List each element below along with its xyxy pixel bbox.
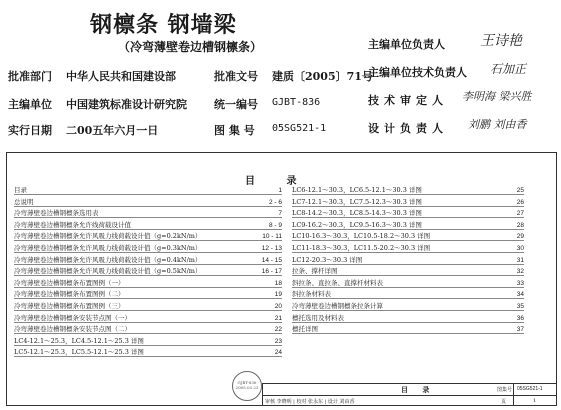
toc-entry-text: LC12-20.3～30.3 详图 [292,255,363,264]
toc-entry-page: 29 [516,233,524,241]
toc-entry-page: 18 [274,279,282,287]
toc-row [292,267,524,276]
toc-entry-text: 冷弯薄壁卷边槽钢檩条选用表 [14,209,99,218]
approval-date-value: 二00五年六月一日 [66,124,159,137]
toc-entry-rule [292,310,524,311]
toc-row [14,348,282,357]
toc-entry-page: 36 [516,314,524,322]
toc-entry-text: LC7-12.1～30.3，LC7.5-12.3～30.3 详图 [292,197,422,206]
toc-entry-page: 14 - 15 [261,256,282,264]
toc-entry-rule [292,333,524,334]
toc-entry-rule [292,229,524,230]
title-block [262,383,556,406]
toc-row [14,290,282,299]
responsible-label-3: 技术审定人 [368,94,448,107]
toc-entry-rule [14,217,282,218]
toc-entry-rule [292,322,524,323]
toc-row [292,186,524,195]
signature-1: 王诗艳 [480,33,522,49]
toc-entry-page: 1 [278,187,282,194]
toc-entry-rule [292,240,524,241]
toc-entry-rule [292,194,524,195]
toc-entry-rule [14,322,282,323]
toc-entry-rule [14,252,282,253]
toc-row [292,232,524,241]
title-block-title: 目 录 [401,385,436,394]
toc-entry-text: 斜拉条材料表 [292,290,331,299]
toc-row [14,256,282,265]
toc-row [14,314,282,323]
toc-row [292,221,524,230]
toc-entry-page: 8 - 9 [268,221,282,229]
title-block-page-label: 页 [501,399,507,405]
title-block-atlas-value: 05SG521-1 [517,386,543,392]
toc-row [14,267,282,276]
toc-entry-page: 25 [516,187,524,194]
toc-entry-text: 总说明 [14,197,34,206]
toc-row [14,221,282,230]
toc-row [14,209,282,218]
toc-entry-page: 30 [516,245,524,252]
toc-entry-rule [14,298,282,299]
signature-4: 刘鹏 刘由香 [468,118,527,131]
toc-entry-text: 檩托详图 [292,325,318,334]
certification-stamp [232,371,262,401]
toc-row [292,314,524,323]
toc-entry-page: 32 [516,268,524,276]
title-block-row: 审核 李晓明 | 校对 张永东 | 设计 刘由香 [265,399,355,405]
toc-entry-page: 16 - 17 [261,268,282,276]
toc-entry-text: LC4-12.1～25.3，LC4.5-12.1～25.3 详图 [14,336,144,345]
toc-row [14,279,282,288]
approval-doc-value: 建质〔2005〕71号 [272,70,373,83]
toc-row [292,279,524,288]
toc-entry-text: 冷弯薄壁卷边槽钢檩条安装节点图（二） [14,325,131,334]
approval-atlas-value: 05SG521-1 [272,123,327,134]
toc-entry-rule [292,275,524,276]
toc-entry-rule [14,194,282,195]
toc-row [14,337,282,346]
toc-entry-page: 27 [516,210,524,218]
toc-entry-page: 2 - 6 [268,198,282,206]
page-subtitle: （冷弯薄壁卷边槽钢檩条） [118,40,263,54]
toc-entry-rule [14,345,282,346]
approval-unit-value: 中国建筑标准设计研究院 [66,98,187,111]
toc-entry-rule [14,356,282,357]
toc-entry-rule [14,333,282,334]
title-block-vline [513,384,514,406]
toc-entry-text: 冷弯薄壁卷边槽钢檩条允许线荷载设计值 [14,220,131,229]
toc-row [292,290,524,299]
toc-entry-text: LC9-16.2～30.3，LC9.5-16.3～30.3 详图 [292,220,422,229]
toc-row [292,302,524,311]
toc-entry-rule [292,298,524,299]
toc-entry-page: 20 [274,303,282,310]
approval-date-label: 实行日期 [8,124,52,137]
toc-entry-page: 26 [516,198,524,206]
approval-atlas-label: 图 集 号 [214,124,255,137]
approval-code-label: 统一编号 [214,98,258,111]
title-block-atlas-label: 图集号 [497,387,513,393]
signature-3: 李明海 梁兴胜 [462,90,532,103]
toc-entry-rule [292,287,524,288]
toc-entry-page: 19 [274,291,282,299]
responsible-label-4: 设计负责人 [368,122,448,135]
toc-row [292,256,524,265]
toc-entry-text: LC8-14.2～30.3，LC8.5-14.3～30.3 详图 [292,209,422,218]
toc-entry-page: 37 [516,326,524,334]
toc-entry-text: LC6-12.1～30.3，LC6.5-12.1～30.3 详图 [292,186,422,194]
toc-entry-text: 冷弯薄壁卷边槽钢檩条允许风吸力线荷载设计值（g=0.5kN/m） [14,267,202,276]
approval-dept-label: 批准部门 [8,70,52,83]
toc-entry-rule [14,287,282,288]
toc-entry-text: 冷弯薄壁卷边槽钢檩条允许风吸力线荷载设计值（g=0.3kN/m） [14,244,202,252]
toc-entry-rule [292,217,524,218]
stamp-text: GJBT-836 2005.03.23 [235,380,259,390]
toc-entry-page: 7 [278,210,282,218]
approval-dept-value: 中华人民共和国建设部 [66,70,176,83]
responsible-label-1: 主编单位负责人 [368,38,445,51]
toc-entry-rule [14,229,282,230]
toc-entry-page: 22 [274,326,282,334]
approval-doc-label: 批准文号 [214,70,258,83]
toc-entry-text: 檩托选用及材料表 [292,313,344,322]
toc-row [14,232,282,241]
approval-unit-label: 主编单位 [8,98,52,111]
toc-row [14,244,282,253]
title-block-page-value: 1 [533,398,537,404]
toc-entry-text: 冷弯薄壁卷边槽钢檩条安装节点图（一） [14,313,131,322]
toc-entry-rule [14,275,282,276]
toc-entry-rule [14,264,282,265]
toc-entry-text: 目录 [14,186,27,194]
page-title: 钢檩条 钢墙梁 [90,12,237,38]
toc-row [14,198,282,207]
toc-entry-rule [292,264,524,265]
toc-entry-page: 10 - 11 [262,233,282,241]
toc-entry-text: LC5-12.1～25.3，LC5.5-12.1～25.3 详图 [14,348,144,357]
toc-entry-rule [14,310,282,311]
toc-entry-text: 冷弯薄壁卷边槽钢檩条布置图例（一） [14,278,125,287]
toc-entry-page: 34 [516,291,524,299]
toc-entry-text: 斜拉条、直拉条、直撑杆材料表 [292,278,383,287]
signature-2: 石加正 [490,62,527,76]
toc-entry-page: 31 [516,256,524,264]
toc-entry-rule [14,240,282,241]
toc-entry-page: 21 [274,314,282,322]
toc-entry-text: 冷弯薄壁卷边槽钢檩条允许风吸力线荷载设计值（g=0.4kN/m） [14,255,202,264]
toc-entry-page: 33 [516,279,524,287]
toc-entry-page: 23 [274,337,282,345]
toc-entry-text: 拉条、撑杆详图 [292,267,338,276]
toc-title: 目 录 [245,176,311,187]
toc-entry-text: 冷弯薄壁卷边槽钢檩条布置图例（二） [14,290,125,299]
toc-row [292,209,524,218]
toc-row [292,325,524,334]
toc-entry-text: LC11-18.3～30.3，LC11.5-20.2～30.3 详图 [292,244,431,252]
toc-entry-text: 冷弯薄壁卷边槽钢檩条允许风吸力线荷载设计值（g=0.2kN/m） [14,232,202,241]
toc-row [14,325,282,334]
toc-entry-rule [292,252,524,253]
toc-entry-page: 12 - 13 [261,245,282,252]
toc-row [14,186,282,195]
responsible-label-2: 主编单位技术负责人 [368,66,467,79]
toc-entry-page: 35 [516,303,524,310]
toc-entry-rule [292,206,524,207]
toc-entry-page: 28 [516,221,524,229]
approval-code-value: GJBT-836 [272,97,321,108]
toc-entry-rule [14,206,282,207]
toc-entry-text: 冷弯薄壁卷边槽钢檩条拉条计算 [292,302,383,310]
toc-row [14,302,282,311]
toc-entry-page: 24 [274,349,282,357]
toc-entry-text: LC10-16.3～30.3，LC10.5-18.2～30.3 详图 [292,232,431,241]
toc-row [292,198,524,207]
toc-row [292,244,524,253]
toc-entry-text: 冷弯薄壁卷边槽钢檩条布置图例（三） [14,302,125,310]
